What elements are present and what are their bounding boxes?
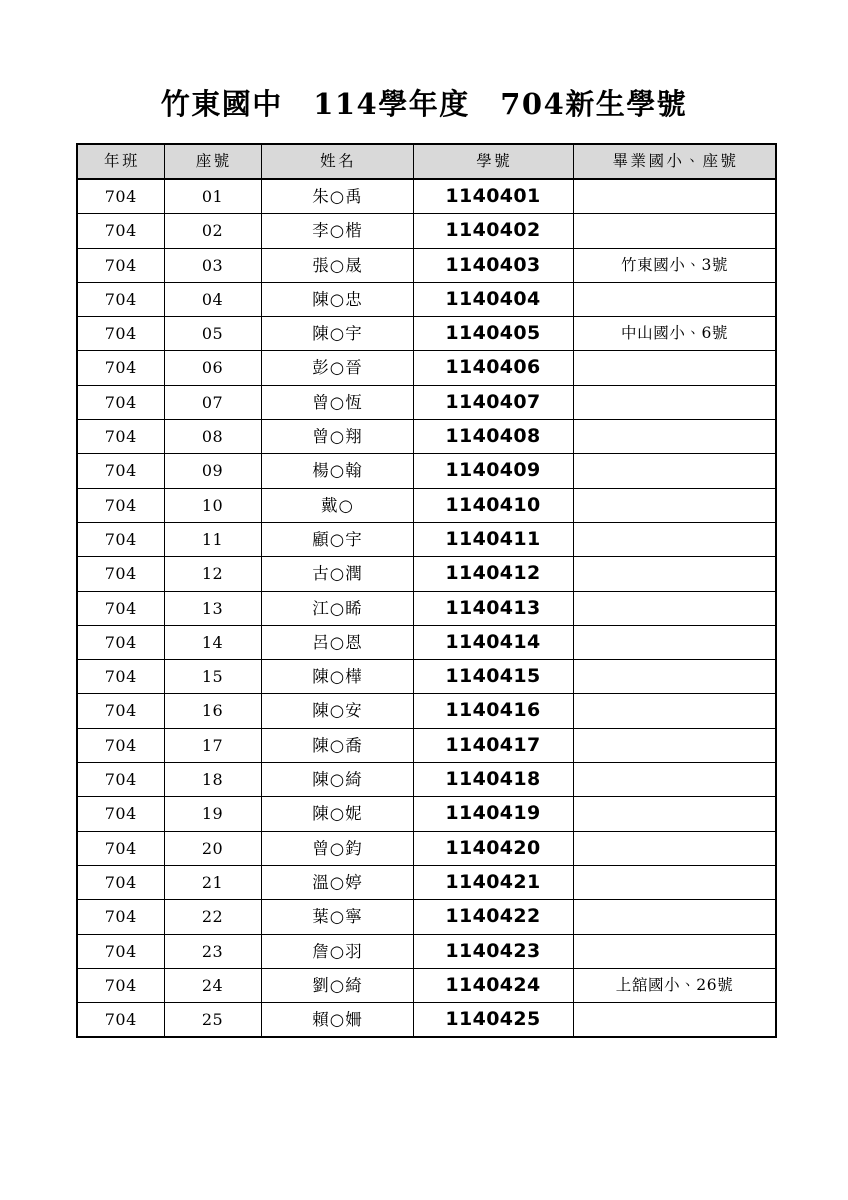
cell-student-id: 1140419: [413, 797, 573, 831]
cell-class: 704: [77, 420, 164, 454]
cell-student-name: 曾○翔: [261, 420, 413, 454]
cell-seat-number: 15: [164, 660, 261, 694]
cell-student-name: 陳○安: [261, 694, 413, 728]
cell-seat-number: 13: [164, 591, 261, 625]
cell-student-id: 1140409: [413, 454, 573, 488]
table-row: [77, 865, 776, 899]
cell-previous-school: [573, 831, 776, 865]
table-row: [77, 488, 776, 522]
table-row: [77, 694, 776, 728]
column-header-class: 年班: [77, 144, 164, 179]
cell-previous-school: [573, 625, 776, 659]
student-roster-table-wrap: [76, 143, 775, 1038]
cell-student-id: 1140402: [413, 214, 573, 248]
table-row: [77, 900, 776, 934]
table-row: [77, 831, 776, 865]
cell-previous-school: [573, 282, 776, 316]
cell-student-id: 1140418: [413, 763, 573, 797]
cell-class: 704: [77, 934, 164, 968]
cell-seat-number: 06: [164, 351, 261, 385]
cell-student-name: 陳○喬: [261, 728, 413, 762]
cell-student-id: 1140421: [413, 865, 573, 899]
cell-previous-school: [573, 660, 776, 694]
cell-student-name: 陳○綺: [261, 763, 413, 797]
table-header: [77, 144, 776, 179]
cell-class: 704: [77, 591, 164, 625]
cell-student-name: 曾○恆: [261, 385, 413, 419]
cell-class: 704: [77, 488, 164, 522]
cell-class: 704: [77, 625, 164, 659]
table-row: [77, 728, 776, 762]
cell-student-name: 曾○鈞: [261, 831, 413, 865]
cell-student-id: 1140417: [413, 728, 573, 762]
cell-seat-number: 23: [164, 934, 261, 968]
cell-seat-number: 10: [164, 488, 261, 522]
cell-student-id: 1140404: [413, 282, 573, 316]
cell-previous-school: [573, 728, 776, 762]
cell-student-name: 顧○宇: [261, 522, 413, 556]
cell-previous-school: [573, 591, 776, 625]
cell-class: 704: [77, 728, 164, 762]
cell-student-id: 1140422: [413, 900, 573, 934]
cell-seat-number: 07: [164, 385, 261, 419]
cell-student-id: 1140412: [413, 557, 573, 591]
table-row: [77, 660, 776, 694]
cell-class: 704: [77, 797, 164, 831]
column-header-seat: 座號: [164, 144, 261, 179]
cell-class: 704: [77, 454, 164, 488]
cell-class: 704: [77, 968, 164, 1002]
table-row: [77, 420, 776, 454]
cell-previous-school: [573, 900, 776, 934]
cell-student-id: 1140410: [413, 488, 573, 522]
cell-seat-number: 21: [164, 865, 261, 899]
cell-student-name: 古○潤: [261, 557, 413, 591]
cell-previous-school: [573, 1003, 776, 1038]
cell-previous-school: [573, 454, 776, 488]
cell-student-id: 1140401: [413, 179, 573, 214]
cell-previous-school: [573, 694, 776, 728]
table-header-row: [77, 144, 776, 179]
cell-seat-number: 05: [164, 317, 261, 351]
column-header-student-id: 學號: [413, 144, 573, 179]
cell-seat-number: 11: [164, 522, 261, 556]
table-row: [77, 968, 776, 1002]
cell-student-id: 1140407: [413, 385, 573, 419]
cell-previous-school: [573, 557, 776, 591]
cell-student-id: 1140425: [413, 1003, 573, 1038]
cell-student-id: 1140413: [413, 591, 573, 625]
table-row: [77, 934, 776, 968]
cell-student-id: 1140415: [413, 660, 573, 694]
table-row: [77, 351, 776, 385]
cell-previous-school: [573, 865, 776, 899]
cell-student-name: 陳○忠: [261, 282, 413, 316]
cell-previous-school: [573, 214, 776, 248]
table-row: [77, 317, 776, 351]
cell-seat-number: 03: [164, 248, 261, 282]
cell-seat-number: 08: [164, 420, 261, 454]
cell-student-name: 張○晟: [261, 248, 413, 282]
table-row: [77, 591, 776, 625]
cell-seat-number: 25: [164, 1003, 261, 1038]
cell-class: 704: [77, 694, 164, 728]
cell-previous-school: [573, 522, 776, 556]
student-roster-table: [76, 143, 777, 1038]
table-row: [77, 522, 776, 556]
cell-seat-number: 17: [164, 728, 261, 762]
cell-class: 704: [77, 282, 164, 316]
cell-student-id: 1140405: [413, 317, 573, 351]
cell-previous-school: [573, 488, 776, 522]
cell-previous-school: 中山國小、6號: [573, 317, 776, 351]
table-row: [77, 625, 776, 659]
cell-class: 704: [77, 900, 164, 934]
cell-student-id: 1140420: [413, 831, 573, 865]
cell-student-id: 1140406: [413, 351, 573, 385]
cell-student-name: 陳○宇: [261, 317, 413, 351]
cell-class: 704: [77, 831, 164, 865]
cell-class: 704: [77, 248, 164, 282]
cell-seat-number: 22: [164, 900, 261, 934]
cell-previous-school: [573, 179, 776, 214]
cell-student-id: 1140424: [413, 968, 573, 1002]
cell-student-name: 葉○寧: [261, 900, 413, 934]
cell-previous-school: [573, 797, 776, 831]
column-header-previous-school: 畢業國小、座號: [573, 144, 776, 179]
cell-seat-number: 09: [164, 454, 261, 488]
cell-student-name: 陳○樺: [261, 660, 413, 694]
cell-student-id: 1140411: [413, 522, 573, 556]
table-row: [77, 385, 776, 419]
cell-class: 704: [77, 557, 164, 591]
table-row: [77, 179, 776, 214]
cell-seat-number: 04: [164, 282, 261, 316]
cell-student-name: 詹○羽: [261, 934, 413, 968]
cell-class: 704: [77, 865, 164, 899]
table-row: [77, 214, 776, 248]
cell-previous-school: [573, 763, 776, 797]
table-row: [77, 557, 776, 591]
cell-seat-number: 24: [164, 968, 261, 1002]
table-row: [77, 763, 776, 797]
cell-previous-school: [573, 420, 776, 454]
table-row: [77, 454, 776, 488]
cell-previous-school: [573, 351, 776, 385]
cell-class: 704: [77, 317, 164, 351]
cell-student-name: 溫○婷: [261, 865, 413, 899]
cell-student-name: 劉○綺: [261, 968, 413, 1002]
cell-class: 704: [77, 522, 164, 556]
cell-student-id: 1140416: [413, 694, 573, 728]
cell-student-id: 1140408: [413, 420, 573, 454]
cell-student-name: 楊○翰: [261, 454, 413, 488]
cell-class: 704: [77, 385, 164, 419]
cell-student-name: 呂○恩: [261, 625, 413, 659]
cell-student-name: 朱○禹: [261, 179, 413, 214]
cell-class: 704: [77, 179, 164, 214]
cell-student-id: 1140403: [413, 248, 573, 282]
cell-seat-number: 01: [164, 179, 261, 214]
table-body: [77, 179, 776, 1037]
cell-student-id: 1140423: [413, 934, 573, 968]
cell-seat-number: 02: [164, 214, 261, 248]
table-row: [77, 248, 776, 282]
table-row: [77, 1003, 776, 1038]
cell-seat-number: 20: [164, 831, 261, 865]
cell-class: 704: [77, 214, 164, 248]
cell-class: 704: [77, 763, 164, 797]
cell-previous-school: 上舘國小、26號: [573, 968, 776, 1002]
cell-class: 704: [77, 351, 164, 385]
table-row: [77, 797, 776, 831]
page-title: 竹東國中 114學年度 704新生學號: [160, 87, 688, 121]
cell-seat-number: 18: [164, 763, 261, 797]
cell-seat-number: 12: [164, 557, 261, 591]
cell-student-name: 江○睎: [261, 591, 413, 625]
table-row: [77, 282, 776, 316]
cell-previous-school: 竹東國小、3號: [573, 248, 776, 282]
cell-previous-school: [573, 934, 776, 968]
cell-seat-number: 19: [164, 797, 261, 831]
cell-student-name: 賴○姍: [261, 1003, 413, 1038]
cell-student-name: 彭○晉: [261, 351, 413, 385]
cell-student-id: 1140414: [413, 625, 573, 659]
cell-class: 704: [77, 660, 164, 694]
column-header-name: 姓名: [261, 144, 413, 179]
cell-student-name: 陳○妮: [261, 797, 413, 831]
cell-seat-number: 14: [164, 625, 261, 659]
cell-student-name: 戴○: [261, 488, 413, 522]
cell-student-name: 李○楷: [261, 214, 413, 248]
cell-seat-number: 16: [164, 694, 261, 728]
cell-previous-school: [573, 385, 776, 419]
cell-class: 704: [77, 1003, 164, 1038]
